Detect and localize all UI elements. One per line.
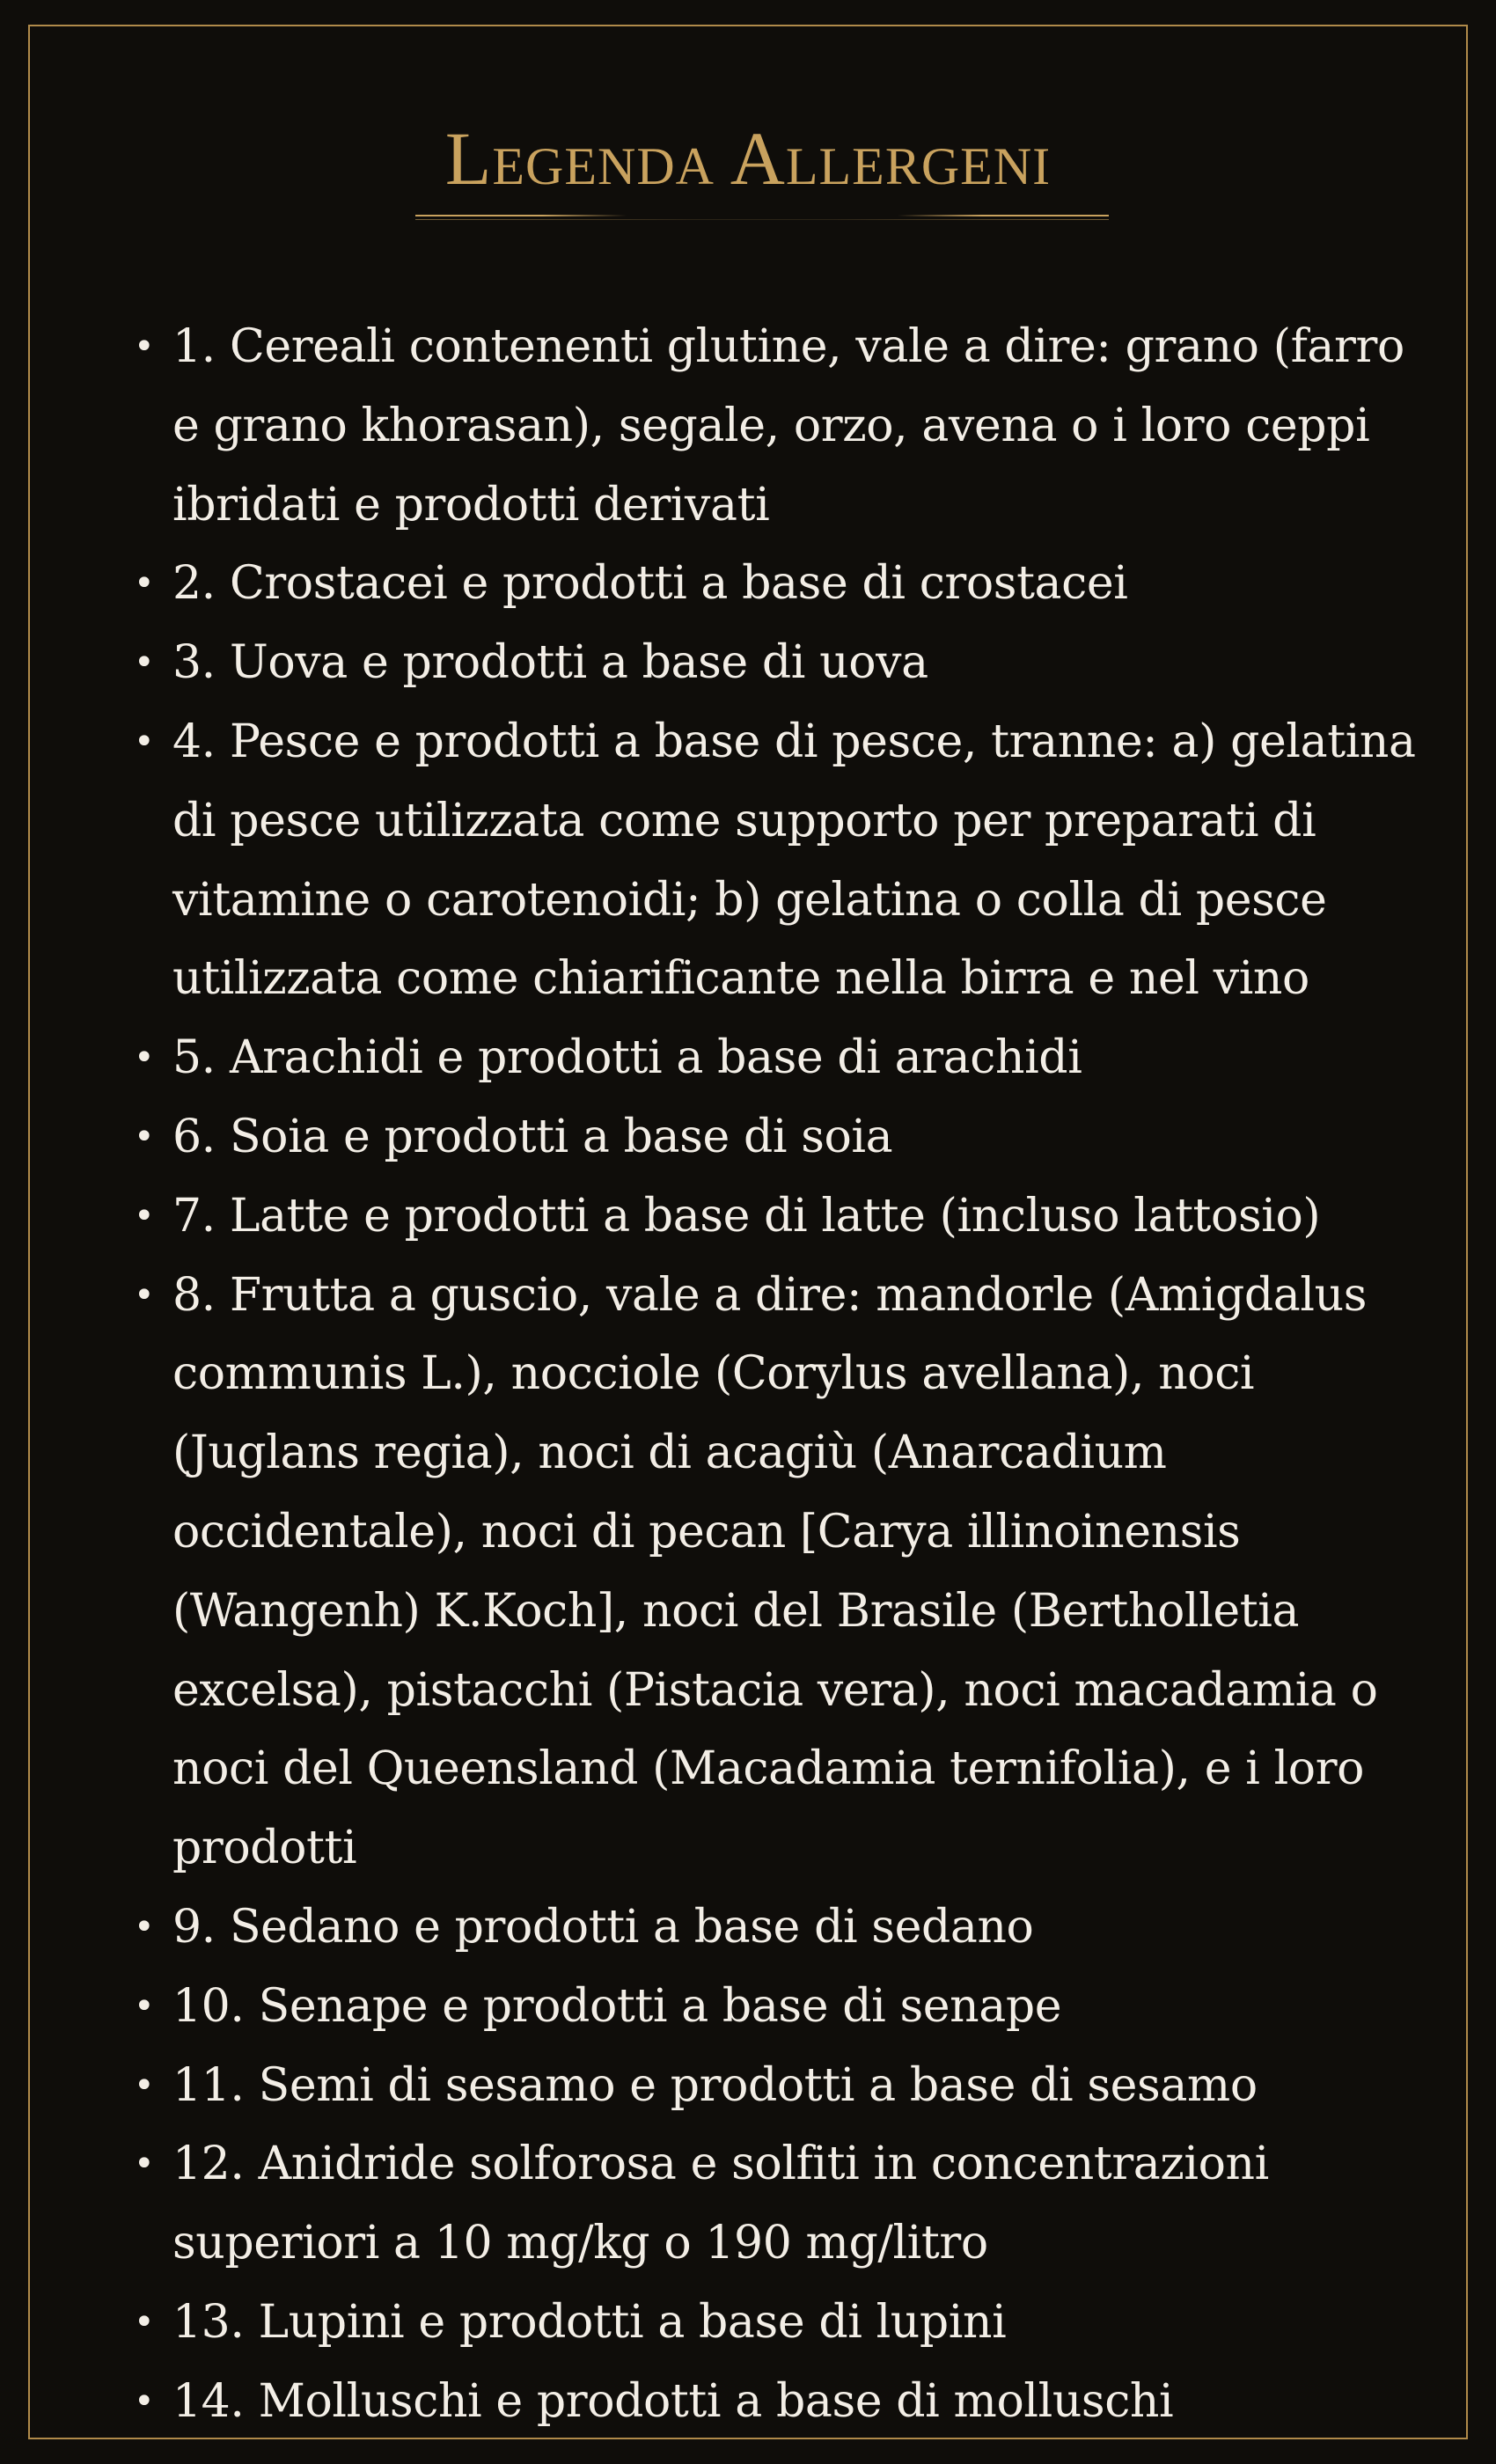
bullet-icon: • — [134, 1116, 155, 1157]
allergen-text: 5. Arachidi e prodotti a base di arachidi — [172, 1031, 1082, 1085]
allergen-text: 1. Cereali contenenti glutine, vale a dire: grano (farro e grano khorasan), segale, orzo, avena o i loro ceppi ibridati e prodotti derivati — [172, 320, 1404, 532]
allergen-text: 10. Senape e prodotti a base di senape — [172, 1979, 1062, 2033]
bullet-icon: • — [134, 642, 155, 684]
bullet-icon: • — [134, 2144, 155, 2185]
allergen-text: 2. Crostacei e prodotti a base di crostacei — [172, 557, 1128, 611]
bullet-icon: • — [134, 721, 155, 762]
allergen-item — [134, 1888, 1422, 1968]
bullet-icon: • — [134, 563, 155, 605]
allergen-item — [134, 1177, 1422, 1257]
allergen-text: 14. Molluschi e prodotti a base di molluschi — [172, 2374, 1174, 2428]
allergen-item — [134, 624, 1422, 703]
allergen-item — [134, 2284, 1422, 2363]
allergen-item — [134, 2047, 1422, 2126]
title-underline-left-ornament — [415, 215, 627, 216]
allergen-text: 11. Semi di sesamo e prodotti a base di sesamo — [172, 2058, 1258, 2112]
bullet-icon: • — [134, 1274, 155, 1316]
bullet-icon: • — [134, 1985, 155, 2027]
allergen-text: 9. Sedano e prodotti a base di sedano — [172, 1900, 1034, 1954]
bullet-icon: • — [134, 2301, 155, 2343]
allergen-item — [134, 1257, 1422, 1888]
allergen-item — [134, 703, 1422, 1019]
bullet-icon: • — [134, 2380, 155, 2422]
bullet-icon: • — [134, 1195, 155, 1236]
allergen-list — [134, 308, 1422, 2442]
allergen-text: 12. Anidride solforosa e solfiti in concentrazioni superiori a 10 mg/kg o 190 mg/litro — [172, 2138, 1269, 2270]
allergen-text: 7. Latte e prodotti a base di latte (incluso lattosio) — [172, 1189, 1321, 1243]
bullet-icon: • — [134, 2064, 155, 2106]
bullet-icon: • — [134, 1038, 155, 1079]
allergen-text: 3. Uova e prodotti a base di uova — [172, 636, 928, 690]
allergen-item — [134, 1968, 1422, 2047]
allergen-text: 13. Lupini e prodotti a base di lupini — [172, 2295, 1007, 2349]
allergen-item — [134, 1098, 1422, 1177]
allergen-text: 4. Pesce e prodotti a base di pesce, tranne: a) gelatina di pesce utilizzata come supporto per preparati di vitamine o carotenoidi; b) gelatina o colla di pesce utilizzata come chiarificante nella birra e nel vino — [172, 715, 1416, 1006]
bullet-icon: • — [134, 1906, 155, 1947]
allergen-text: 8. Frutta a guscio, vale a dire: mandorle (Amigdalus communis L.), nocciole (Corylus avellana), noci (Juglans regia), noci di acagiù (Anarcadium occidentale), noci di pecan [Carya illinoinensis (Wangenh) K.Koch], noci del Brasile (Bertholletia excelsa), pistacchi (Pistacia vera), noci macadamia o noci del Queensland (Macadamia ternifolia), e i loro prodotti — [172, 1268, 1378, 1875]
bullet-icon: • — [134, 326, 155, 367]
allergen-item — [134, 308, 1422, 545]
title-underline-right-ornament — [898, 215, 1109, 216]
allergen-item — [134, 2363, 1422, 2442]
allergen-item — [134, 545, 1422, 624]
allergen-item — [134, 1019, 1422, 1098]
title-underline — [415, 219, 1109, 220]
page-title: Legenda Allergeni — [444, 116, 1052, 201]
allergen-text: 6. Soia e prodotti a base di soia — [172, 1110, 893, 1163]
allergen-item — [134, 2125, 1422, 2284]
